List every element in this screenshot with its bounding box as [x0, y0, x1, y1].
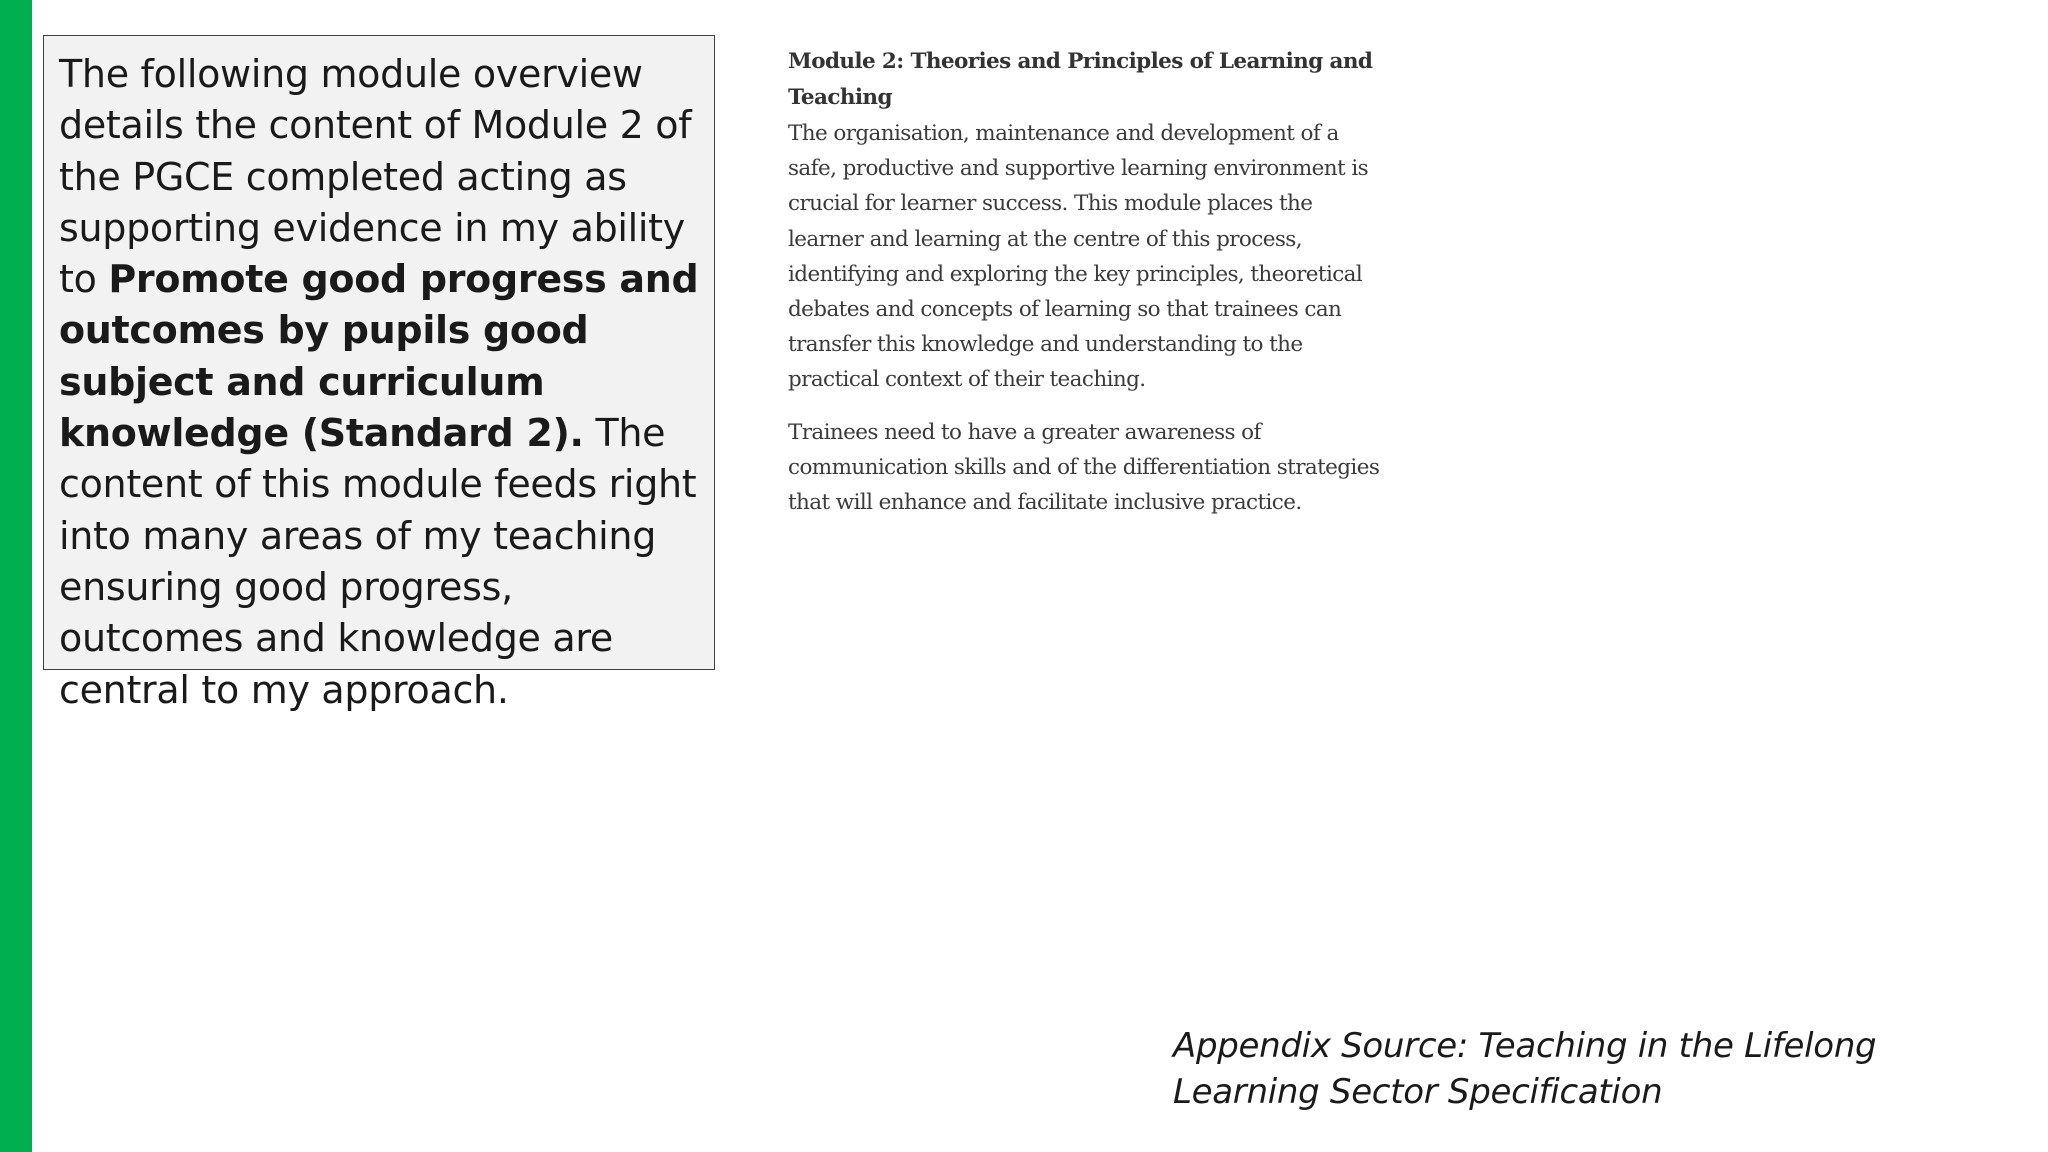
overview-conclusion-text: The content of this module feeds right into many areas of my teaching ensuring good progress, outcomes and knowledge are central to my approach.: [59, 411, 697, 712]
module-overview-textbox: [43, 35, 715, 712]
module-heading: Module 2: Theories and Principles of Learning and Teaching: [788, 49, 1373, 110]
module-specification-excerpt: [788, 44, 1388, 520]
overview-standard-emphasis: Promote good progress and outcomes by pupils good subject and curriculum knowledge (Standard 2).: [59, 257, 699, 456]
accent-bar: [0, 0, 32, 1152]
module-trainees-paragraph: Trainees need to have a greater awareness of communication skills and of the differentiation strategies that will enhance and facilitate inclusive practice.: [788, 419, 1380, 516]
module-description-paragraph: The organisation, maintenance and development of a safe, productive and supportive learning environment is crucial for learner success. This module places the learner and learning at the centre of this process, identifying and exploring the key principles, theoretical debates and concepts of learning so that trainees can transfer this knowledge and understanding to the practical context of their teaching.: [788, 121, 1369, 393]
appendix-source-caption: Appendix Source: Teaching in the Lifelong Learning Sector Specification: [1173, 1026, 1877, 1112]
overview-intro-text: The following module overview details the content of Module 2 of the PGCE completed acting as supporting evidence in my ability to: [59, 52, 692, 302]
